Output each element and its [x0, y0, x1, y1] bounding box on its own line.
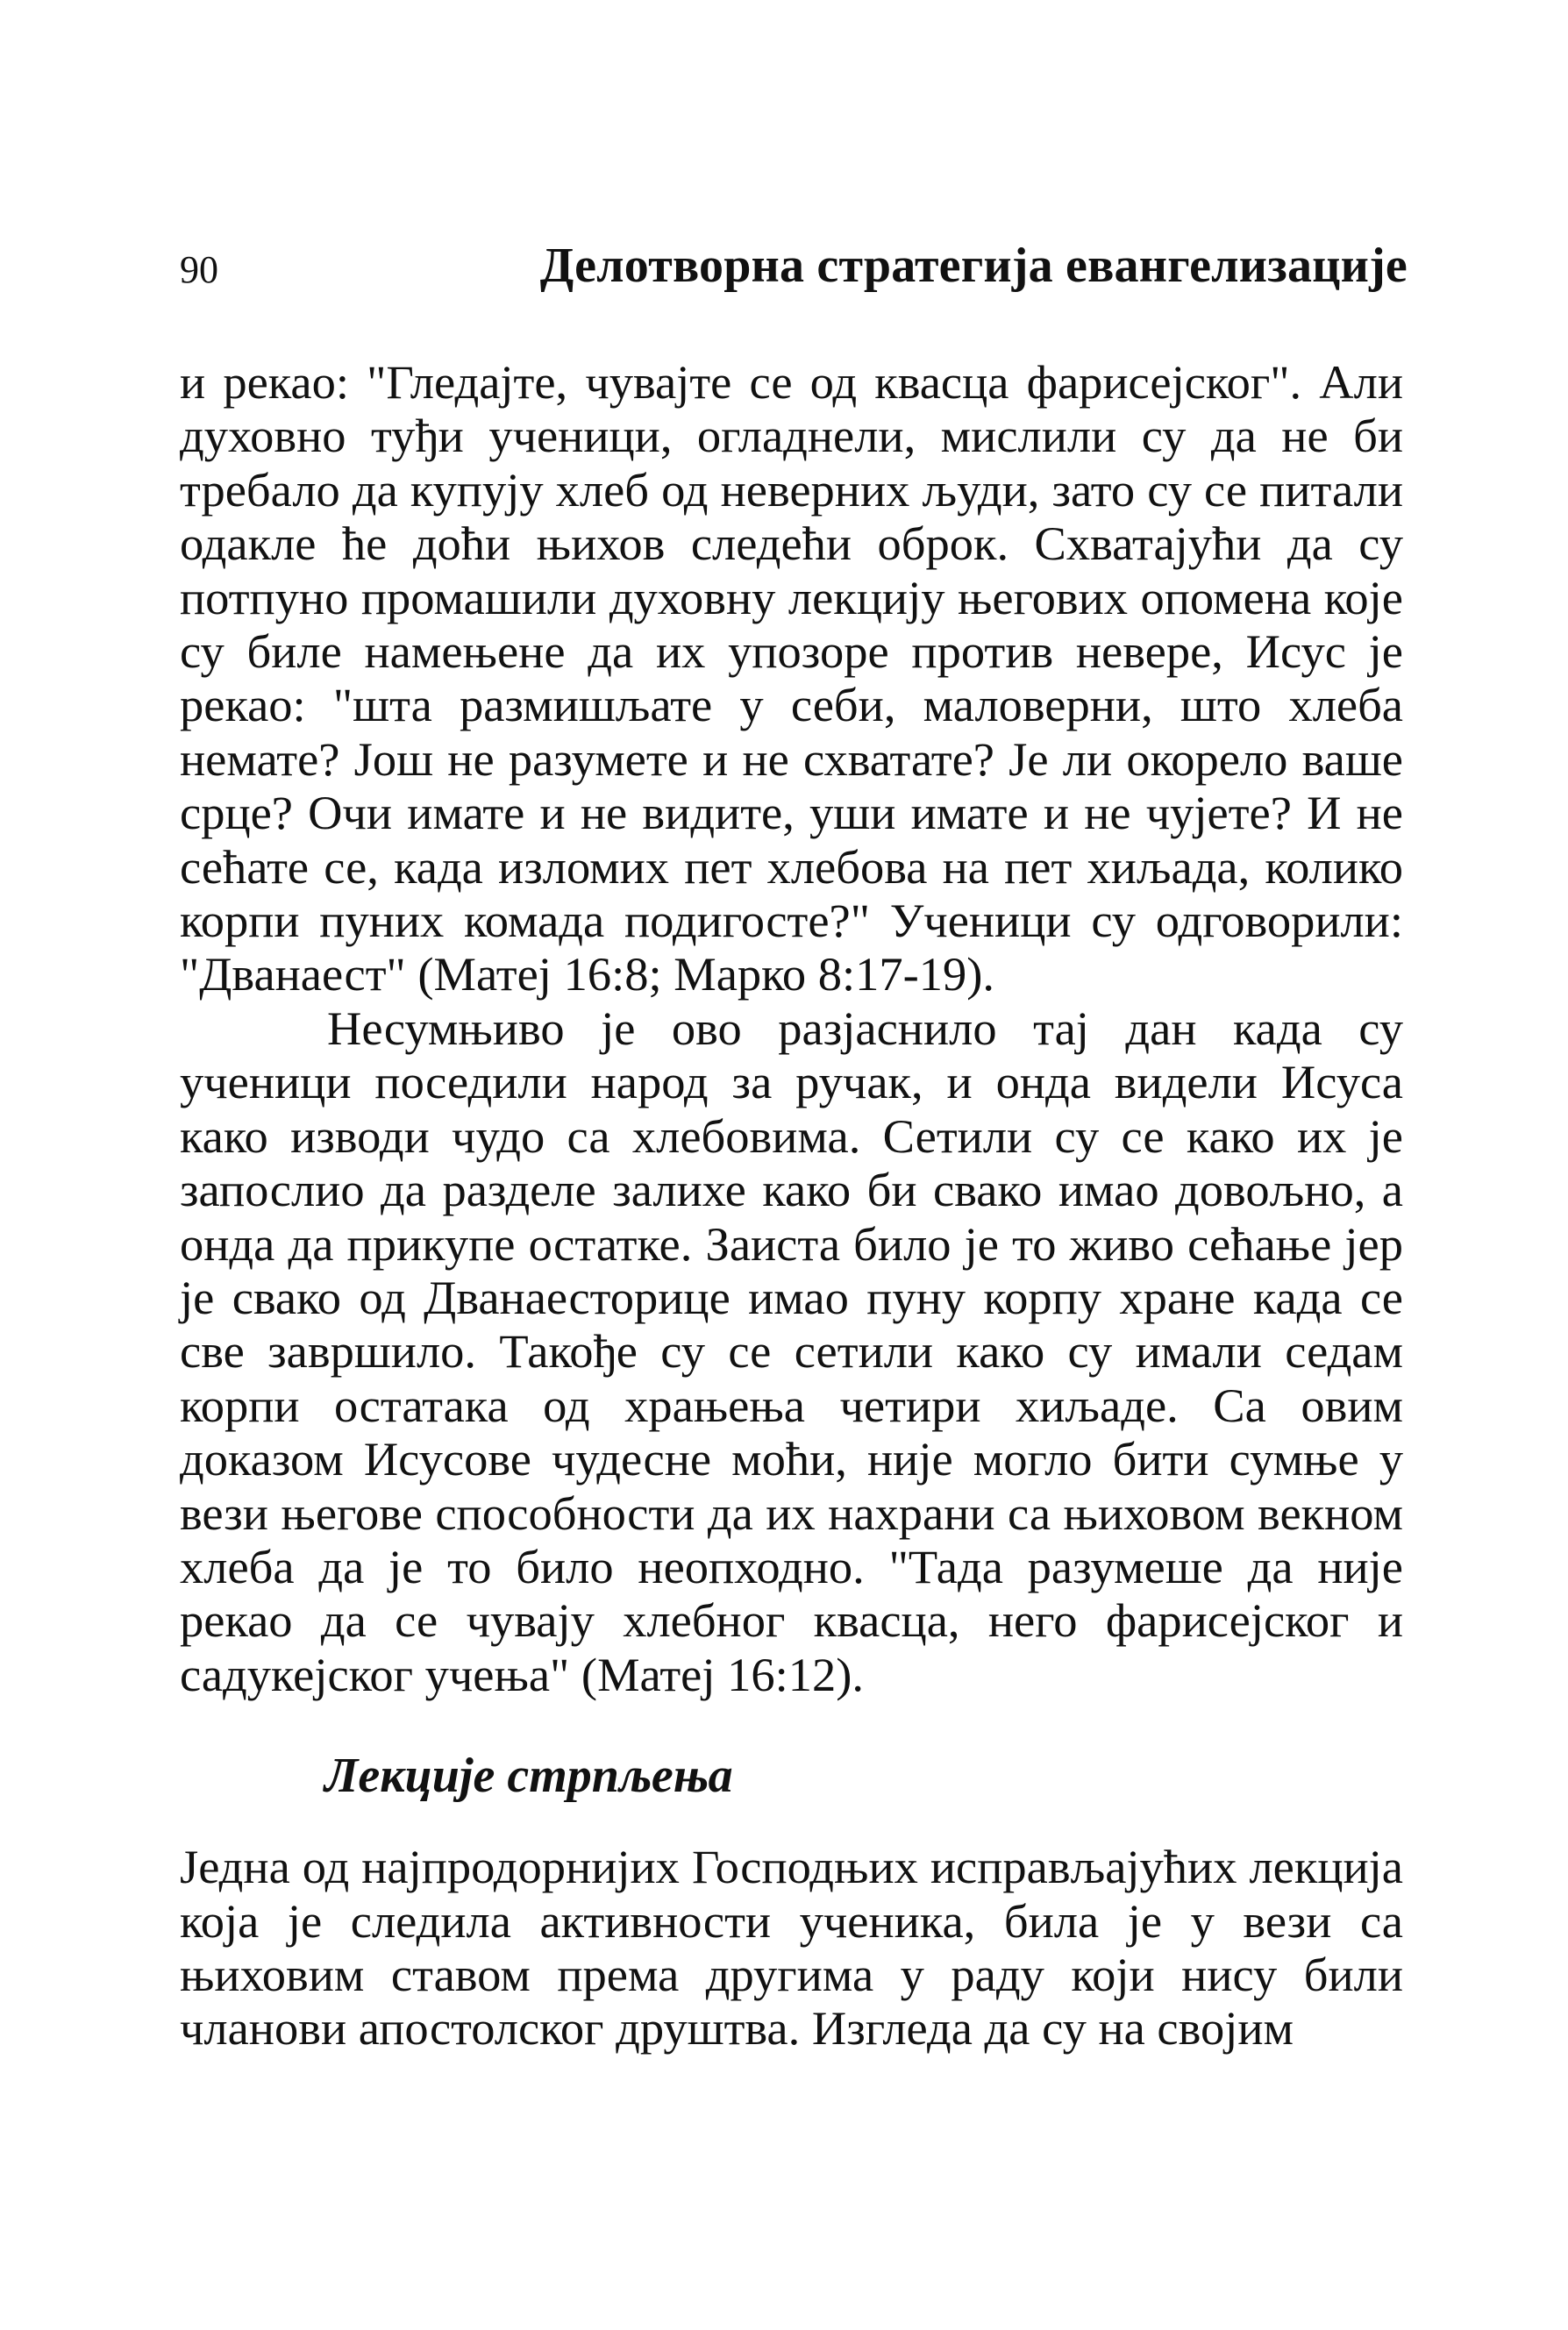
paragraph-1: и рекао: "Гледајте, чувајте се од квасца фарисејског". Али духовно туђи ученици, огладнели, мислили су да не би требало да купују хлеб од неверних људи, зато су се питали одакле ће доћи њихов следећи оброк. Схватајући да су потпуно промашили духовну лекцију његових опомена које су биле намењене да их упозоре против невере, Исус је рекао: "шта размишљате у себи, маловерни, што хлеба немате? Још не разумете и не схватате? Је ли окорело ваше срце? Очи имате и не видите, уши имате и не чујете? И не сећате се, када изломих пет хлебова на пет хиљада, колико корпи пуних комада подигосте?" Ученици су одговорили: "Дванаест" (Матеј 16:8; Марко 8:17-19). — [180, 355, 1403, 1001]
page-header — [180, 235, 1408, 296]
body-text — [180, 355, 1403, 2056]
paragraph-2: Несумњиво је ово разјаснило тај дан када су ученици поседили народ за ручак, и онда видели Исуса како изводи чудо са хлебовима. Сетили су се како их је запослио да разделе залихе како би свако имао довољно, а онда да прикупе остатке. Заиста било је то живо сећање јер је свако од Дванаесторице имао пуну корпу хране када се све завршило. Такође су се сетили како су имали седам корпи остатака од храњења четири хиљаде. Са овим доказом Исусове чудесне моћи, није могло бити сумње у вези његове способности да их нахрани са њиховом векном хлеба да је то било неопходно. "Тада разумеше да није рекао да се чувају хлебног квасца, него фарисејског и садукејског учења" (Матеј 16:12). — [180, 1001, 1403, 1701]
running-title: Делотворна стратегија евангелизације — [539, 239, 1408, 293]
page-number: 90 — [180, 248, 218, 291]
section-heading: Лекције стрпљења — [324, 1749, 733, 1804]
section-spacer-after — [180, 1806, 1403, 1840]
section-spacer — [180, 1701, 1403, 1745]
paragraph-3: Једна од најпродорнијих Господњих исправљајућих лекција која је следила активности ученика, била је у вези са њиховим ставом према другима у раду који нису били чланови апостолског друштва. Изгледа да су на својим — [180, 1840, 1403, 2056]
